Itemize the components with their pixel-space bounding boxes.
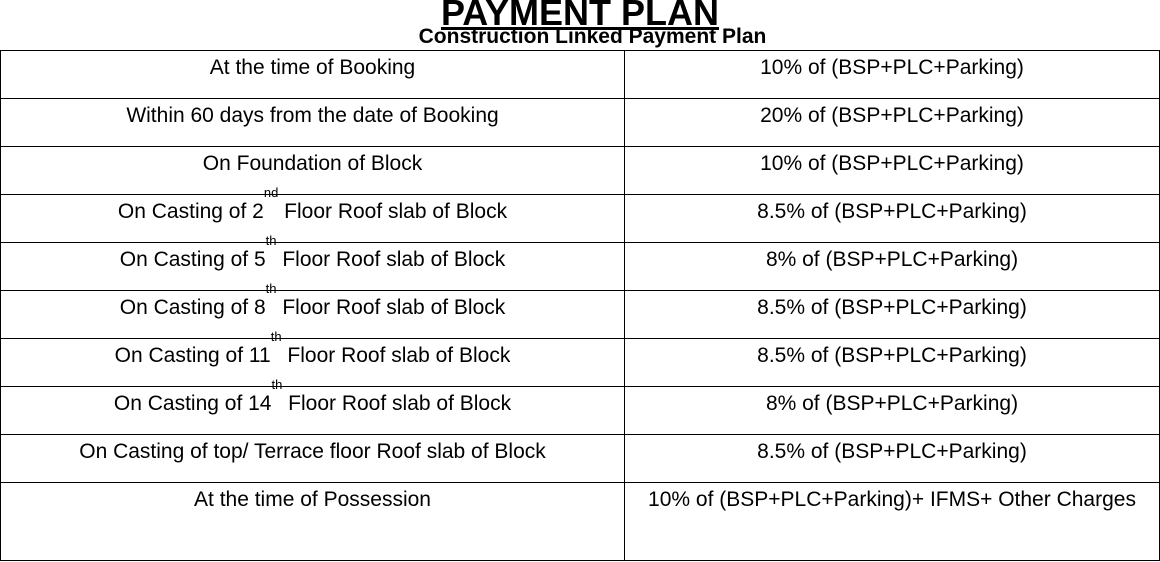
payment-cell: 8.5% of (BSP+PLC+Parking) [625, 195, 1160, 243]
table-row [1, 99, 1160, 147]
payment-cell: 10% of (BSP+PLC+Parking) [625, 147, 1160, 195]
payment-cell: 10% of (BSP+PLC+Parking) [625, 51, 1160, 99]
stage-text-tail: Floor Roof slab of Block [278, 200, 508, 223]
stage-text: On Casting of 14 [113, 392, 272, 415]
page-subtitle: Construction Linked Payment Plan [418, 25, 767, 48]
payment-cell: 8.5% of (BSP+PLC+Parking) [625, 339, 1160, 387]
payment-cell: 20% of (BSP+PLC+Parking) [625, 99, 1160, 147]
stage-cell [1, 329, 625, 387]
stage-cell [1, 185, 625, 243]
ordinal-suffix: nd [263, 185, 279, 200]
stage-cell [1, 483, 625, 561]
stage-cell [1, 435, 625, 483]
table-row [1, 147, 1160, 195]
payment-plan-table [0, 50, 1160, 561]
payment-cell: 8% of (BSP+PLC+Parking) [625, 243, 1160, 291]
stage-text: On Casting of 11 [114, 344, 271, 367]
stage-text: Within 60 days from the date of Booking [126, 104, 499, 127]
stage-text: On Casting of top/ Terrace floor Roof slab of Block [79, 440, 546, 463]
payment-cell: 8.5% of (BSP+PLC+Parking) [625, 291, 1160, 339]
table-row [1, 243, 1160, 291]
stage-cell [1, 51, 625, 99]
table-row [1, 195, 1160, 243]
stage-text-tail: Floor Roof slab of Block [276, 248, 506, 271]
table-row [1, 291, 1160, 339]
stage-text: On Casting of 5 [119, 248, 266, 271]
page-title: PAYMENT PLAN [440, 0, 720, 33]
stage-cell [1, 377, 625, 435]
payment-cell: 10% of (BSP+PLC+Parking)+ IFMS+ Other Charges [625, 483, 1160, 561]
stage-text-tail: Floor Roof slab of Block [282, 392, 512, 415]
table-row [1, 483, 1160, 561]
ordinal-suffix: th [265, 233, 277, 248]
table-row [1, 387, 1160, 435]
table-row [1, 51, 1160, 99]
stage-text: On Casting of 2 [117, 200, 264, 223]
stage-text-tail: Floor Roof slab of Block [276, 296, 506, 319]
payment-cell: 8.5% of (BSP+PLC+Parking) [625, 435, 1160, 483]
payment-cell: 8% of (BSP+PLC+Parking) [625, 387, 1160, 435]
stage-text: On Foundation of Block [202, 152, 423, 175]
table-row [1, 339, 1160, 387]
stage-text: At the time of Booking [209, 56, 416, 79]
stage-text-tail: Floor Roof slab of Block [281, 344, 511, 367]
stage-cell [1, 281, 625, 339]
ordinal-suffix: th [270, 329, 282, 344]
ordinal-suffix: th [271, 377, 283, 392]
stage-cell [1, 233, 625, 291]
stage-text: On Casting of 8 [119, 296, 266, 319]
stage-text: At the time of Possession [194, 488, 431, 511]
stage-cell [1, 147, 625, 195]
ordinal-suffix: th [265, 281, 277, 296]
table-row [1, 435, 1160, 483]
stage-cell [1, 99, 625, 147]
